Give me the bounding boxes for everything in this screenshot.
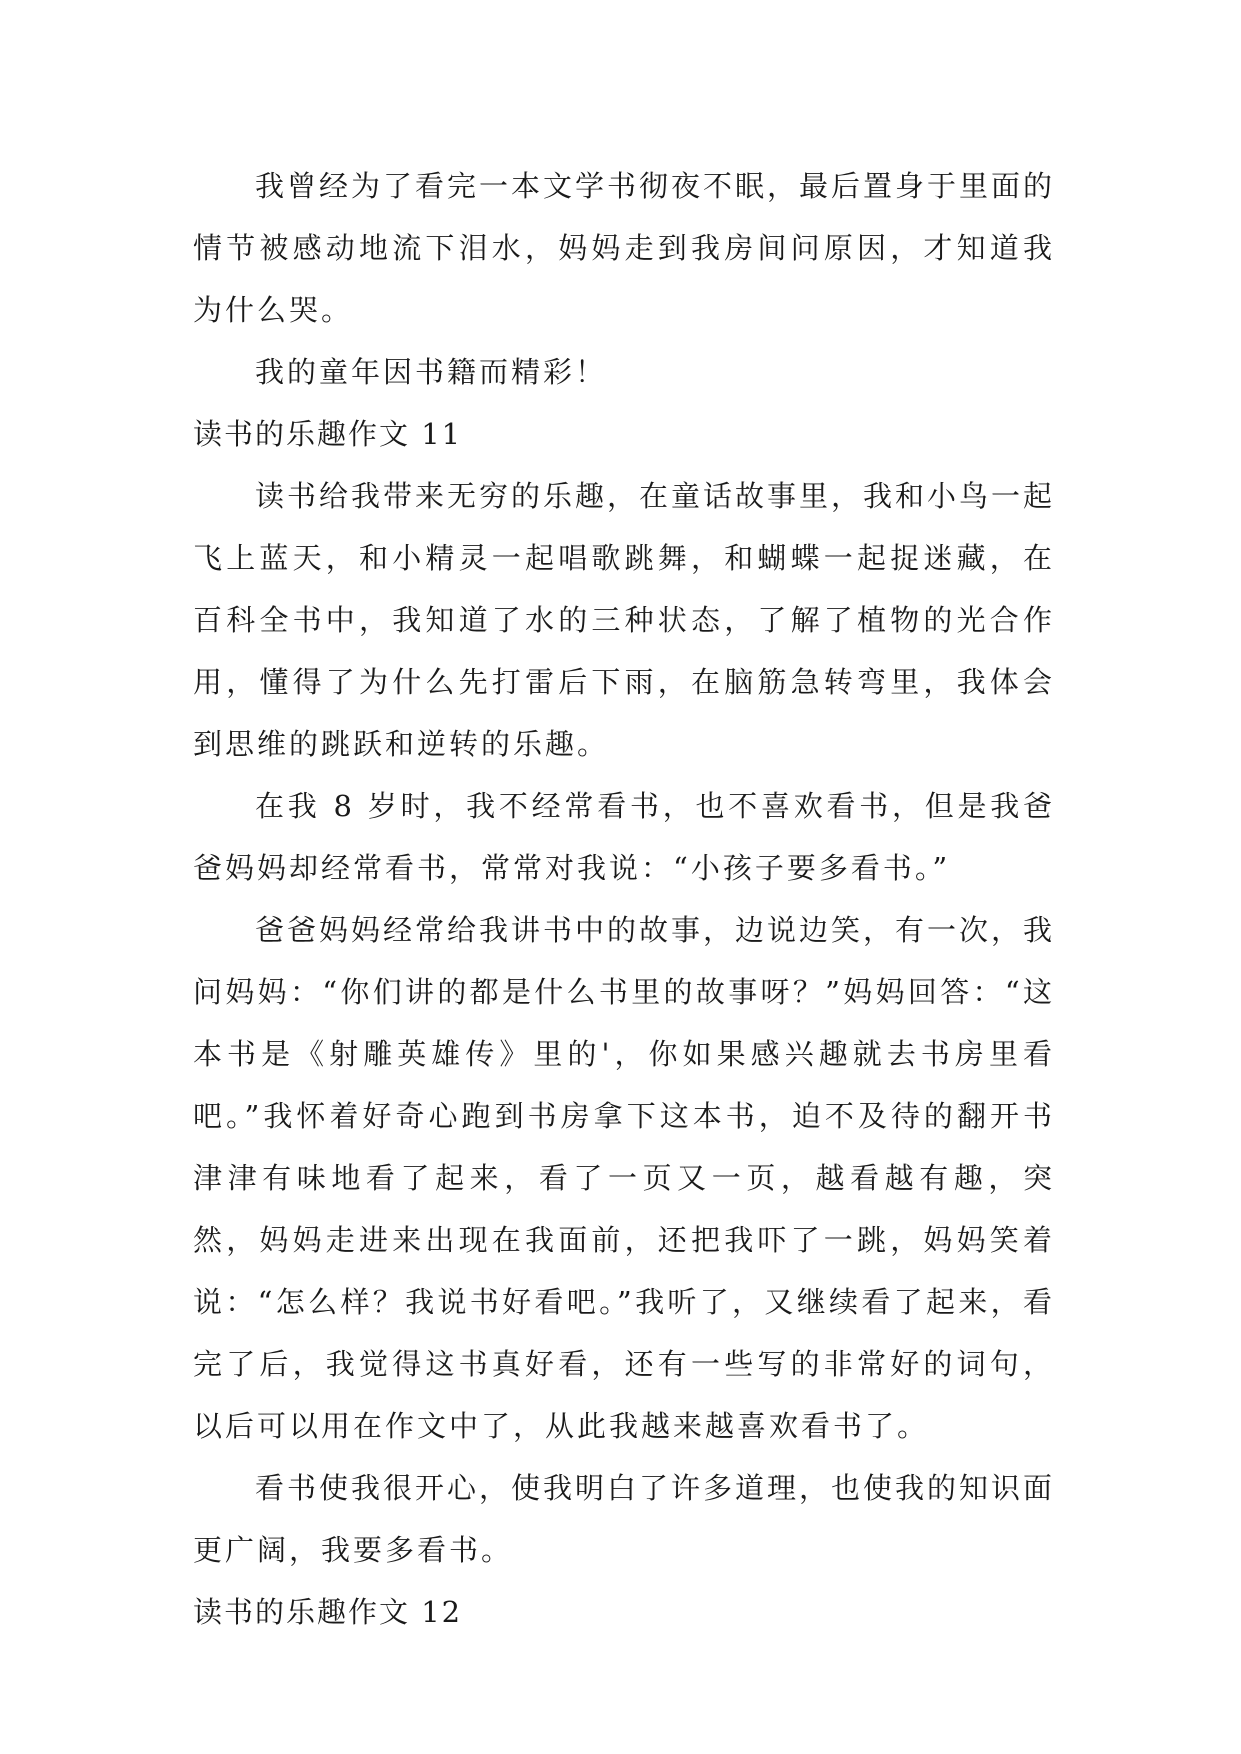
document-body bbox=[193, 155, 1055, 1643]
paragraph-age-eight: 在我 8 岁时，我不经常看书，也不喜欢看书，但是我爸爸妈妈却经常看书，常常对我说：“小孩子要多看书。” bbox=[193, 789, 1055, 885]
essay-title-11: 读书的乐趣作文 11 bbox=[193, 417, 463, 451]
paragraph-reading-happy: 看书使我很开心，使我明白了许多道理，也使我的知识面更广阔，我要多看书。 bbox=[193, 1471, 1056, 1567]
paragraph-parents-stories: 爸爸妈妈经常给我讲书中的故事，边说边笑，有一次，我问妈妈：“你们讲的都是什么书里的故事呀？”妈妈回答：“这本书是《射雕英雄传》里的'，你如果感兴趣就去书房里看吧。”我怀着好奇心跑到书房拿下这本书，迫不及待的翻开书津津有味地看了起来，看了一页又一页，越看越有趣，突然，妈妈走进来出现在我面前，还把我吓了一跳，妈妈笑着说：“怎么样？我说书好看吧。”我听了，又继续看了起来，看完了后，我觉得这书真好看，还有一些写的非常好的词句，以后可以用在作文中了，从此我越来越喜欢看书了。 bbox=[193, 913, 1056, 1443]
paragraph-sleepless-reading: 我曾经为了看完一本文学书彻夜不眠，最后置身于里面的情节被感动地流下泪水，妈妈走到我房间问原因，才知道我为什么哭。 bbox=[193, 169, 1056, 327]
paragraph-reading-joy: 读书给我带来无穷的乐趣，在童话故事里，我和小鸟一起飞上蓝天，和小精灵一起唱歌跳舞，和蝴蝶一起捉迷藏，在百科全书中，我知道了水的三种状态，了解了植物的光合作用，懂得了为什么先打雷后下雨，在脑筋急转弯里，我体会到思维的跳跃和逆转的乐趣。 bbox=[193, 479, 1056, 761]
paragraph-childhood-wonderful: 我的童年因书籍而精彩！ bbox=[255, 355, 608, 389]
essay-title-12: 读书的乐趣作文 12 bbox=[193, 1595, 463, 1629]
